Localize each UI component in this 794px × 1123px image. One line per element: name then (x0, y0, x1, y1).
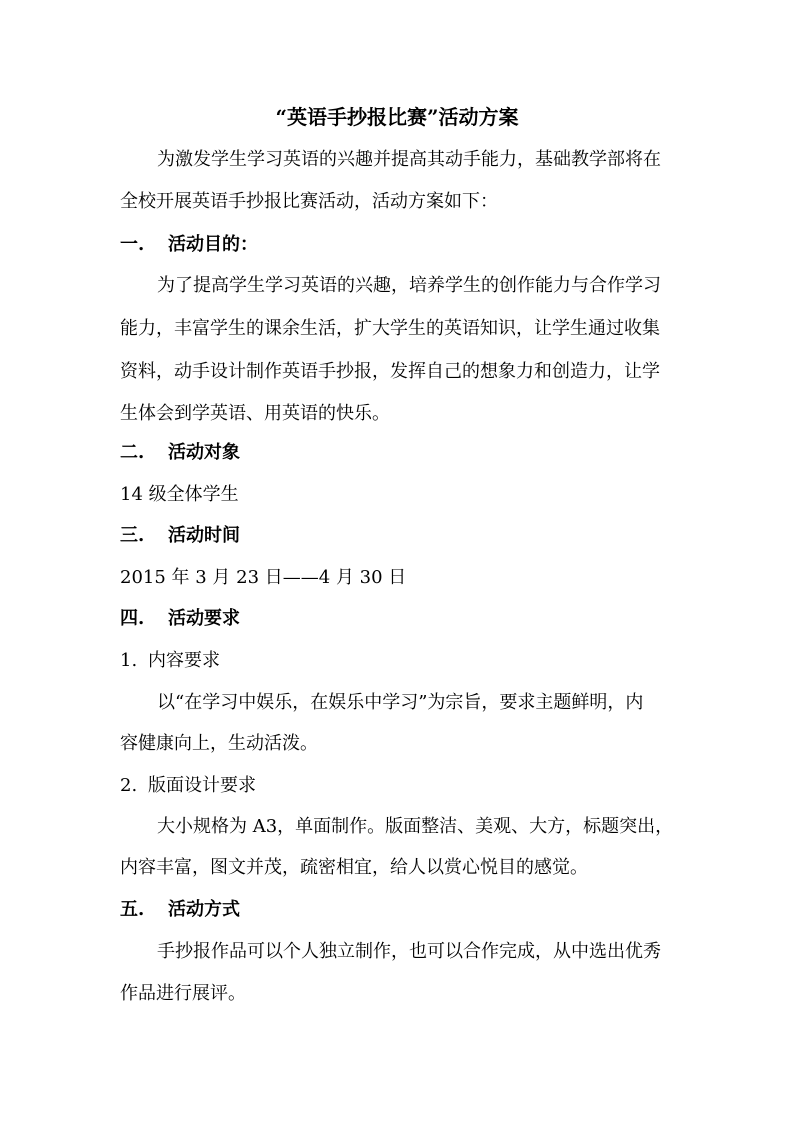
item-number: 2. (120, 775, 138, 796)
section-number: 五. (120, 899, 145, 920)
subheading-layout (120, 774, 680, 798)
section-heading-time (120, 524, 680, 548)
method-line-2: 作品进行展评。 (120, 983, 246, 1004)
intro-line-2: 全校开展英语手抄报比赛活动，活动方案如下： (120, 191, 498, 212)
section-title: 活动对象 (168, 442, 240, 463)
item-title: 版面设计要求 (148, 775, 256, 796)
section-number: 一. (120, 234, 145, 255)
layout-line-1: 大小规格为 A3，单面制作。版面整洁、美观、大方，标题突出， (157, 816, 674, 837)
subheading-content (120, 649, 680, 673)
section-number: 三. (120, 525, 145, 546)
intro-line-1: 为激发学生学习英语的兴趣并提高其动手能力，基础教学部将在 (157, 149, 661, 170)
purpose-line-1: 为了提高学生学习英语的兴趣，培养学生的创作能力与合作学习 (157, 275, 661, 296)
method-line-1: 手抄报作品可以个人独立制作，也可以合作完成，从中选出优秀 (157, 941, 661, 962)
purpose-line-2: 能力，丰富学生的课余生活，扩大学生的英语知识，让学生通过收集 (120, 318, 660, 339)
section-heading-purpose (120, 233, 680, 257)
content-line-2: 容健康向上，生动活泼。 (120, 733, 318, 754)
section-title: 活动目的： (168, 234, 258, 255)
section-title: 活动要求 (168, 608, 240, 629)
target-text: 14 级全体学生 (120, 484, 239, 505)
item-title: 内容要求 (148, 650, 220, 671)
purpose-line-3: 资料，动手设计制作英语手抄报，发挥自己的想象力和创造力，让学 (120, 361, 660, 382)
content-line-1: 以“在学习中娱乐，在娱乐中学习”为宗旨，要求主题鲜明，内 (157, 692, 644, 713)
section-heading-target (120, 441, 680, 465)
section-heading-requirements (120, 607, 680, 631)
section-number: 二. (120, 442, 145, 463)
section-title: 活动方式 (168, 899, 240, 920)
section-number: 四. (120, 608, 145, 629)
section-title: 活动时间 (168, 525, 240, 546)
purpose-line-4: 生体会到学英语、用英语的快乐。 (120, 403, 390, 424)
page-title: “英语手抄报比赛”活动方案 (275, 105, 519, 129)
layout-line-2: 内容丰富，图文并茂，疏密相宜，给人以赏心悦目的感觉。 (120, 857, 588, 878)
item-number: 1. (120, 650, 138, 671)
time-text: 2015 年 3 月 23 日——4 月 30 日 (120, 567, 407, 588)
section-heading-method (120, 898, 680, 922)
